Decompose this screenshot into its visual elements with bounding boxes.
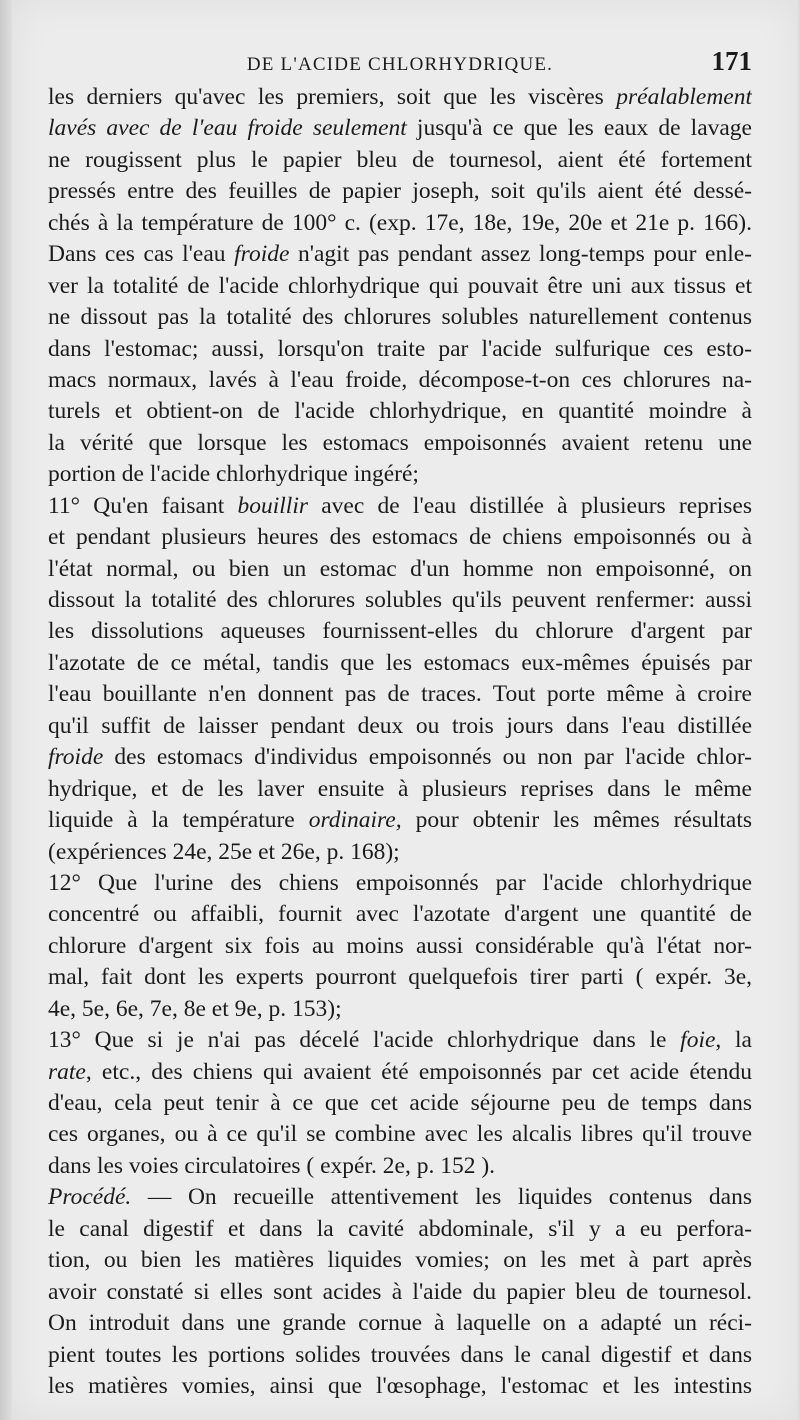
text-run: tion, ou bien les matières liquides vomies; on les met à part après: [48, 1247, 752, 1274]
running-title: DE L'ACIDE CHLORHYDRIQUE.: [246, 54, 554, 75]
text-run: ces organes, ou à ce qu'il se combine avec les alcalis libres qu'il trouve: [48, 1121, 752, 1148]
text-line: [48, 1371, 752, 1402]
text-line: [48, 899, 752, 930]
text-line: [48, 1119, 752, 1150]
text-run: mal, fait dont les experts pourront quelquefois tirer parti ( expér. 3e,: [48, 964, 752, 991]
text-line: [48, 1151, 752, 1182]
text-run: — On recueille attentivement les liquides contenus dans: [131, 1184, 752, 1211]
text-run: (expériences 24e, 25e et 26e, p. 168);: [48, 838, 400, 865]
text-run: pour obtenir les mêmes résultats: [401, 807, 752, 834]
text-line: [48, 428, 752, 459]
italic-run: bouillir: [237, 492, 309, 519]
text-line: [48, 1308, 752, 1339]
text-run: la vérité que lorsque les estomacs empoisonnés avaient retenu une: [48, 429, 752, 456]
text-run: turels et obtient-on de l'acide chlorhydrique, en quantité moindre à: [48, 398, 752, 425]
text-line: [48, 554, 752, 585]
italic-run: ordinaire,: [308, 807, 402, 834]
page-gutter: [0, 0, 12, 1420]
italic-run: froide: [234, 241, 290, 268]
text-line: [48, 113, 752, 144]
text-line: [48, 365, 752, 396]
text-run: qu'il suffit de laisser pendant deux ou trois jours dans l'eau distillée: [48, 712, 752, 739]
text-line: [48, 648, 752, 679]
text-run: hydrique, et de les laver ensuite à plusieurs reprises dans le même: [48, 775, 752, 802]
text-run: chlorure d'argent six fois au moins aussi considérable qu'à l'état nor-: [48, 932, 752, 959]
text-line: [48, 491, 752, 522]
text-run: des estomacs d'individus empoisonnés ou non par l'acide chlor-: [103, 744, 752, 771]
text-line: [48, 239, 752, 270]
text-run: et pendant plusieurs heures des estomacs de chiens empoisonnés ou à: [48, 524, 752, 551]
text-line: [48, 679, 752, 710]
italic-run: préalablement: [616, 84, 752, 110]
text-line: [48, 774, 752, 805]
text-line: [48, 302, 752, 333]
text-run: l'azotate de ce métal, tandis que les estomacs eux-mêmes épuisés par: [48, 649, 752, 676]
text-line: [48, 82, 752, 113]
text-line: [48, 1245, 752, 1276]
text-line: [48, 334, 752, 365]
text-line: [48, 1182, 752, 1213]
text-run: 11° Qu'en faisant: [48, 492, 238, 519]
text-run: d'eau, cela peut tenir à ce que cet acide séjourne peu de temps dans: [48, 1090, 752, 1116]
text-run: ver la totalité de l'acide chlorhydrique qui pouvait être uni aux tissus et: [48, 272, 752, 299]
text-line: [48, 585, 752, 616]
text-run: 13° Que si je n'ai pas décelé l'acide chlorhydrique dans le: [48, 1027, 681, 1054]
text-line: [48, 1277, 752, 1308]
text-line: [48, 711, 752, 742]
text-run: pient toutes les portions solides trouvées dans le canal digestif et dans: [48, 1341, 752, 1368]
text-line: [48, 616, 752, 647]
text-run: les matières vomies, ainsi que l'œsophage, l'estomac et les intestins: [48, 1372, 752, 1399]
text-run: les dissolutions aqueuses fournissent-elles du chlorure d'argent par: [48, 618, 752, 645]
text-run: les derniers qu'avec les premiers, soit que les viscères: [48, 84, 617, 110]
italic-run: froide: [48, 744, 104, 771]
text-line: [48, 1025, 752, 1056]
text-line: [48, 522, 752, 553]
text-run: l'eau bouillante n'en donnent pas de traces. Tout porte même à croire: [48, 681, 752, 708]
italic-run: Procédé.: [48, 1184, 132, 1211]
text-run: pressés entre des feuilles de papier joseph, soit qu'ils aient été dessé-: [48, 178, 752, 205]
text-run: dans les voies circulatoires ( expér. 2e, p. 152 ).: [48, 1152, 496, 1179]
text-line: [48, 805, 752, 836]
text-run: macs normaux, lavés à l'eau froide, décompose-t-on ces chlorures na-: [48, 366, 752, 393]
text-run: dissout la totalité des chlorures solubles qu'ils peuvent renfermer: aussi: [48, 587, 752, 613]
text-run: avoir constaté si elles sont acides à l'aide du papier bleu de tournesol.: [48, 1278, 752, 1305]
text-line: [48, 208, 752, 239]
text-run: ne rougissent plus le papier bleu de tournesol, aient été fortement: [48, 146, 752, 173]
text-line: [48, 1214, 752, 1245]
text-line: [48, 459, 752, 490]
italic-run: lavés avec de l'eau froide seulement: [48, 115, 407, 142]
text-run: l'état normal, ou bien un estomac d'un homme non empoisonné, on: [48, 555, 752, 582]
text-run: 12° Que l'urine des chiens empoisonnés par l'acide chlorhydrique: [48, 869, 752, 896]
text-line: [48, 962, 752, 993]
text-run: On introduit dans une grande cornue à laquelle on a adapté un réci-: [48, 1310, 752, 1337]
text-run: Dans ces cas l'eau: [48, 241, 235, 268]
text-line: [48, 931, 752, 962]
text-run: dans l'estomac; aussi, lorsqu'on traite par l'acide sulfurique ces esto-: [48, 335, 752, 362]
text-line: [48, 145, 752, 176]
text-line: [48, 1057, 752, 1088]
text-line: [48, 1340, 752, 1371]
text-line: [48, 176, 752, 207]
italic-run: rate: [48, 1058, 86, 1085]
text-line: [48, 994, 752, 1025]
text-run: le canal digestif et dans la cavité abdominale, s'il y a eu perfora-: [48, 1215, 752, 1242]
text-run: chés à la température de 100° c. (exp. 17e, 18e, 19e, 20e et 21e p. 166).: [48, 209, 752, 236]
text-line: [48, 868, 752, 899]
text-line: [48, 396, 752, 427]
text-run: 4e, 5e, 6e, 7e, 8e et 9e, p. 153);: [48, 995, 342, 1022]
text-line: [48, 1088, 752, 1119]
text-run: jusqu'à ce que les eaux de lavage: [406, 115, 752, 142]
text-run: ne dissout pas la totalité des chlorures solubles naturellement contenus: [48, 304, 752, 331]
text-run: concentré ou affaibli, fournit avec l'azotate d'argent une quantité de: [48, 901, 752, 928]
text-line: [48, 837, 752, 868]
text-run: liquide à la température: [48, 807, 309, 834]
text-run: portion de l'acide chlorhydrique ingéré;: [48, 461, 419, 488]
page-number: 171: [711, 46, 752, 76]
text-run: , la: [715, 1027, 752, 1054]
body-text: [48, 82, 752, 1402]
text-run: , etc., des chiens qui avaient été empoisonnés par cet acide étendu: [85, 1058, 752, 1085]
italic-run: foie: [680, 1027, 716, 1054]
text-run: n'agit pas pendant assez long-temps pour enle-: [289, 241, 752, 268]
text-run: avec de l'eau distillée à plusieurs reprises: [308, 492, 752, 519]
text-line: [48, 742, 752, 773]
page-header: [48, 44, 752, 84]
text-line: [48, 271, 752, 302]
